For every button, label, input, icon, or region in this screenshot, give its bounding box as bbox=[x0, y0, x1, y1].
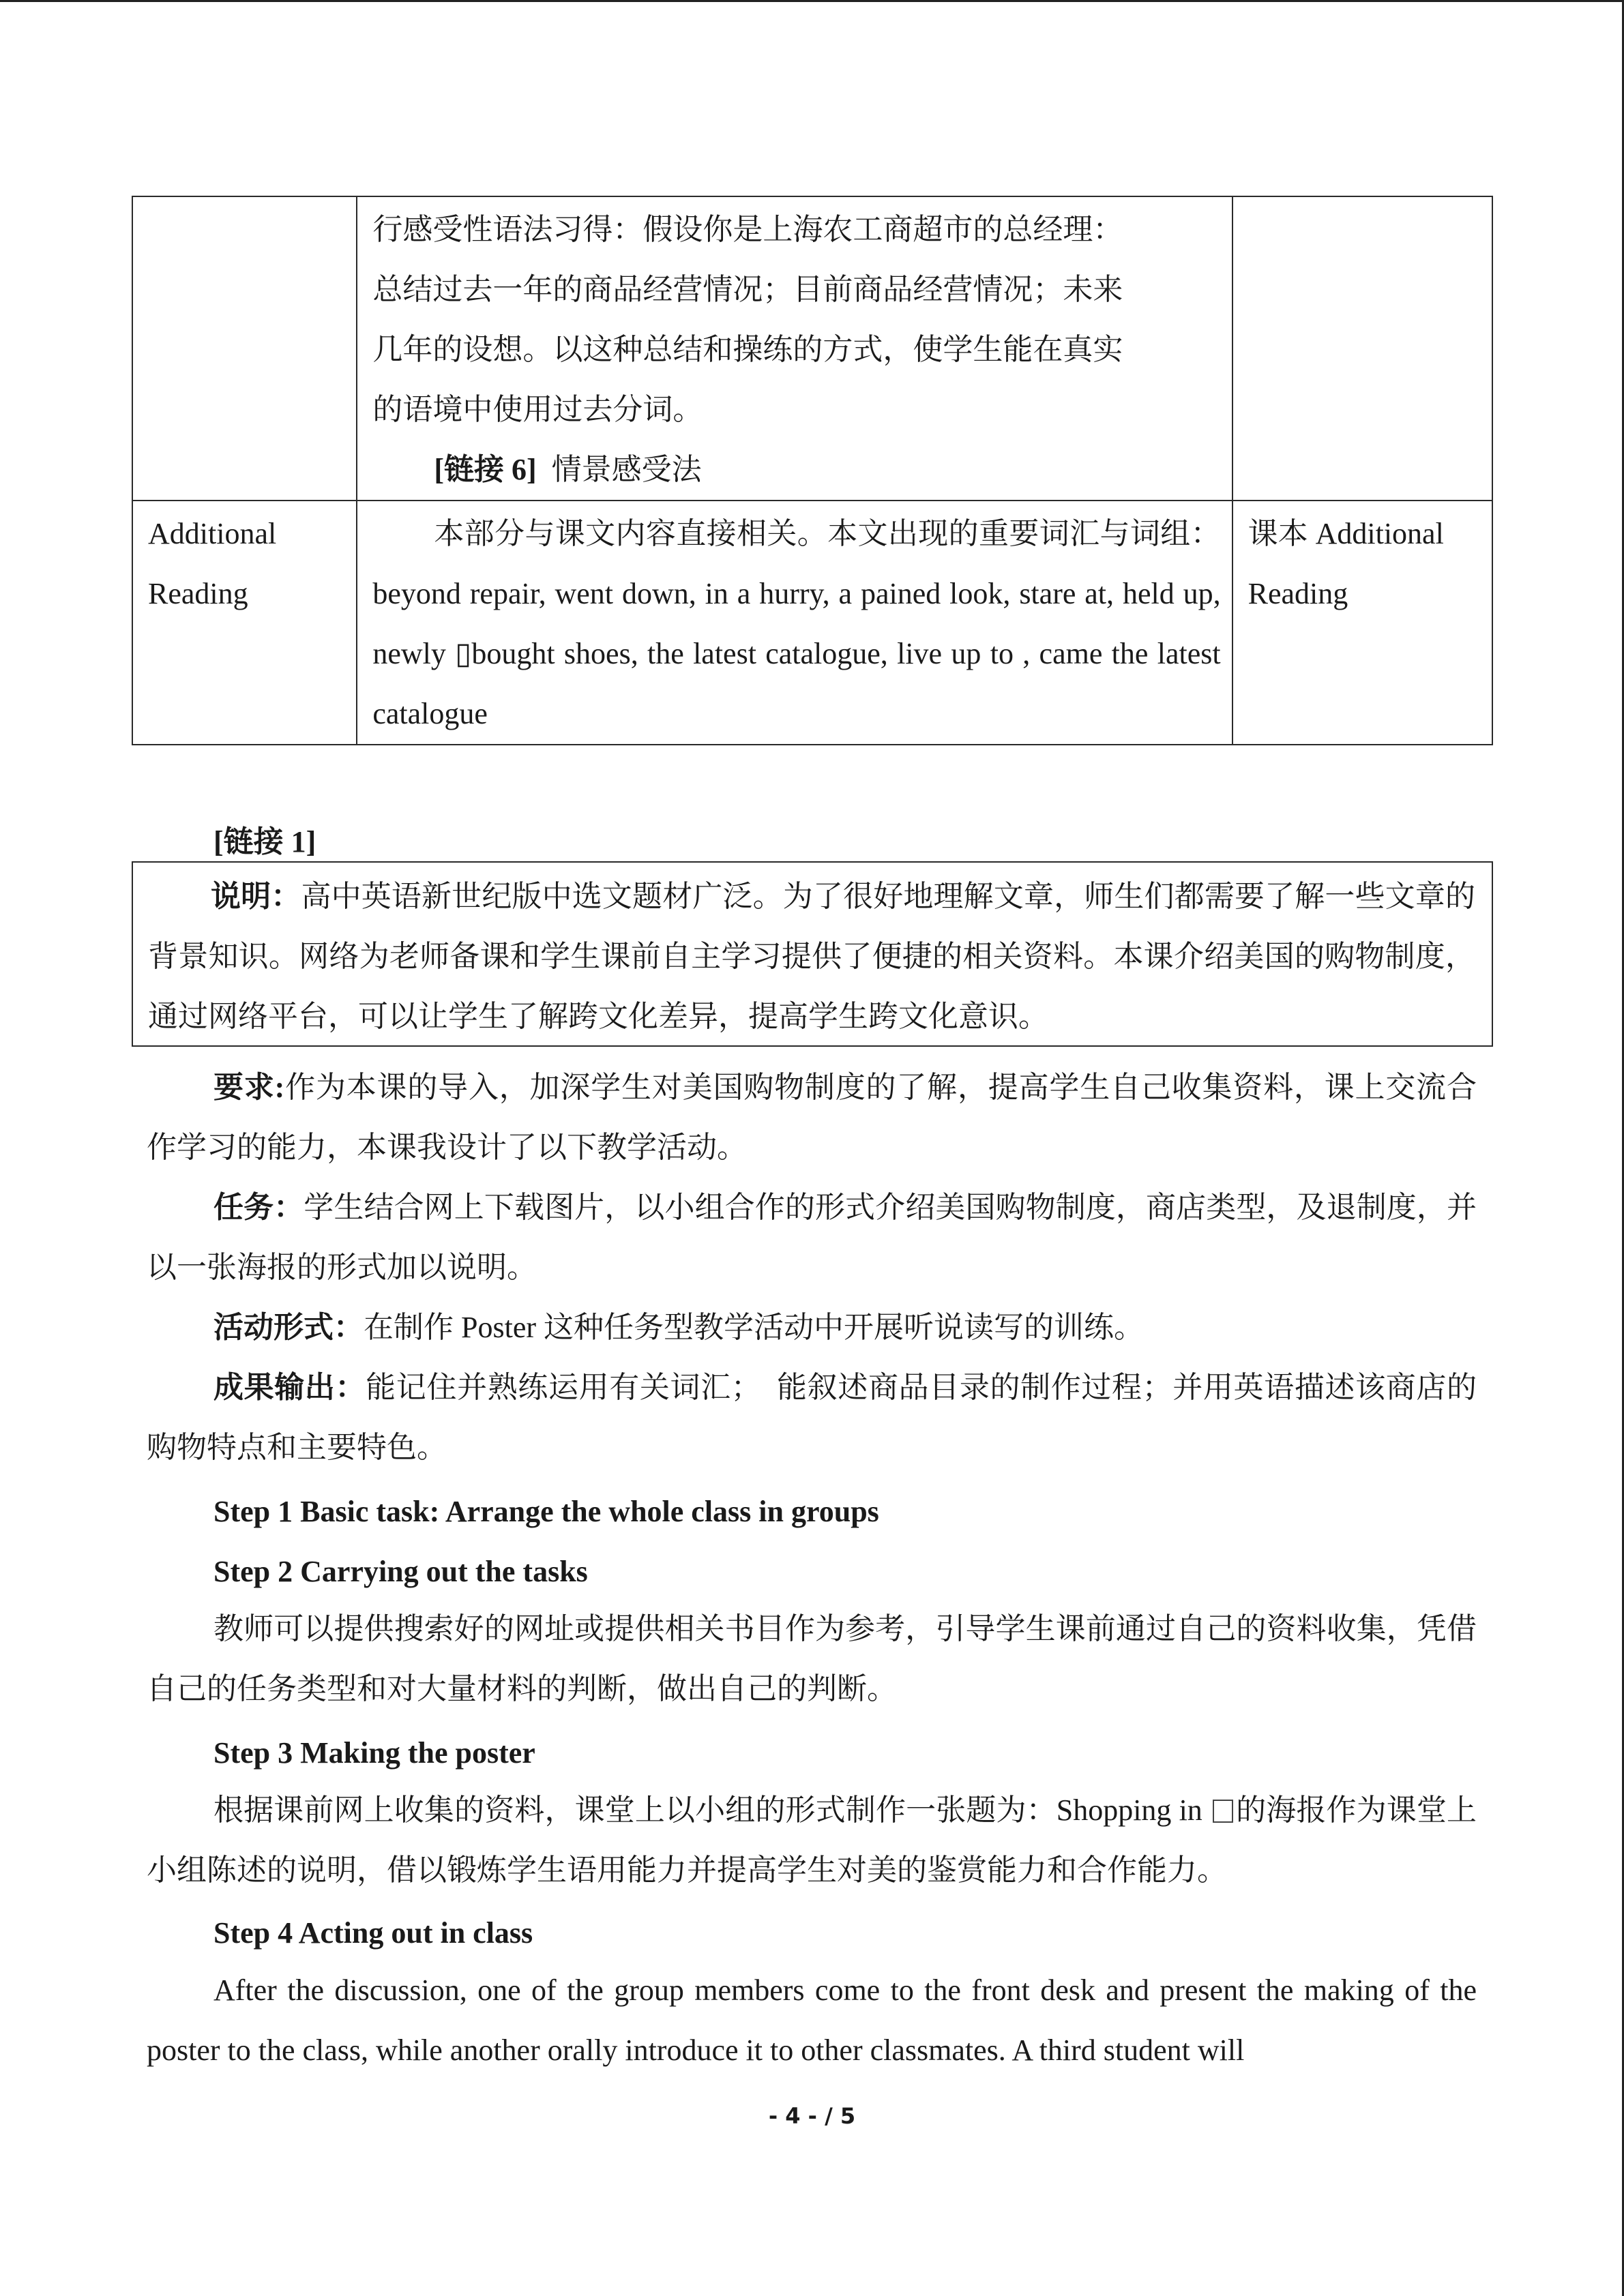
requirement-label: 要求: bbox=[213, 1071, 285, 1104]
page-top-border bbox=[0, 0, 1624, 2]
table-cell-resource bbox=[1232, 196, 1492, 501]
task-label: 任务： bbox=[213, 1191, 304, 1224]
output-text: 能记住并熟练运用有关词汇； 能叙述商品目录的制作过程；并用英语描述该商店的购物特点和主要特色。 bbox=[147, 1371, 1477, 1464]
step-4-paragraph: After the discussion, one of the group members come to the front desk and present the making of the poster to the class, while another orally introduce it to other classmates. A third student will bbox=[147, 1973, 1477, 2067]
resource-line: 课本 Additional bbox=[1247, 517, 1444, 550]
content-line: 的语境中使用过去分词。 bbox=[372, 393, 703, 426]
table-cell-label bbox=[132, 196, 357, 501]
note-label: 说明： bbox=[211, 880, 301, 913]
note-text: 高中英语新世纪版中选文题材广泛。为了很好地理解文章，师生们都需要了解一些文章的背景知识。网络为老师备课和学生课前自主学习提供了便捷的相关资料。本课介绍美国的购物制度，通过网络平台，可以让学生了解跨文化差异，提高学生跨文化意识。 bbox=[148, 880, 1476, 1033]
table-cell-label bbox=[132, 501, 357, 745]
step-3-text-end: 的海报作为课堂上小组陈述的说明，借以锻炼学生语用能力并提高学生对美的鉴赏能力和合作能力。 bbox=[147, 1793, 1477, 1887]
requirement-text: 作为本课的导入，加深学生对美国购物制度的了解，提高学生自己收集资料，课上交流合作学习的能力，本课我设计了以下教学活动。 bbox=[147, 1071, 1477, 1164]
page-number: - 4 - / 5 bbox=[768, 2103, 856, 2129]
step-2-heading: Step 2 Carrying out the tasks bbox=[213, 1555, 588, 1588]
table-cell-resource bbox=[1232, 501, 1492, 745]
step-4-heading: Step 4 Acting out in class bbox=[213, 1916, 533, 1950]
link-6-line bbox=[372, 440, 1220, 500]
activity-paragraph bbox=[147, 1298, 1477, 1358]
table-row bbox=[132, 501, 1492, 745]
lesson-plan-table bbox=[132, 196, 1493, 745]
step-2-paragraph: 教师可以提供搜索好的网址或提供相关书目作为参考，引导学生课前通过自己的资料收集，凭借自己的任务类型和对大量材料的判断，做出自己的判断。 bbox=[147, 1612, 1477, 1705]
step-3-text-start: 根据课前网上收集的资料，课堂上以小组的形式制作一张题为：Shopping in bbox=[213, 1793, 1202, 1827]
output-label: 成果输出： bbox=[213, 1371, 366, 1404]
step-3-paragraph bbox=[147, 1780, 1477, 1900]
additional-reading-text: 本部分与课文内容直接相关。本文出现的重要词汇与词组：beyond repair, went down, in a hurry, a pained look, stare at, held up, newly ▯bought shoes, the latest catalogue, live up to , came the latest catalogue bbox=[372, 517, 1221, 730]
link-6-text: 情景感受法 bbox=[551, 453, 702, 486]
resource-line: Reading bbox=[1247, 577, 1348, 610]
note-box bbox=[132, 861, 1493, 1047]
content-line: 行感受性语法习得：假设你是上海农工商超市的总经理： bbox=[372, 213, 1123, 246]
activity-label: 活动形式： bbox=[213, 1311, 364, 1344]
table-cell-content bbox=[357, 501, 1232, 745]
note-paragraph bbox=[148, 867, 1475, 1047]
task-text: 学生结合网上下载图片，以小组合作的形式介绍美国购物制度，商店类型，及退制度，并以一张海报的形式加以说明。 bbox=[147, 1191, 1477, 1284]
activity-text: 在制作 Poster 这种任务型教学活动中开展听说读写的训练。 bbox=[364, 1311, 1144, 1344]
table-row bbox=[132, 196, 1492, 501]
table-cell-content bbox=[357, 196, 1232, 501]
content-line: 总结过去一年的商品经营情况；目前商品经营情况；未来 bbox=[372, 273, 1123, 306]
link-6-label: [链接 6] bbox=[434, 453, 537, 486]
step-1-heading: Step 1 Basic task: Arrange the whole class in groups bbox=[213, 1495, 879, 1528]
output-paragraph bbox=[147, 1358, 1477, 1478]
requirement-paragraph bbox=[147, 1058, 1477, 1178]
row-label-line: Reading bbox=[148, 577, 248, 610]
content-line: 几年的设想。以这种总结和操练的方式，使学生能在真实 bbox=[372, 333, 1123, 366]
link-1-heading: [链接 1] bbox=[213, 825, 316, 859]
blank-box-icon bbox=[1213, 1800, 1233, 1823]
step-3-heading: Step 3 Making the poster bbox=[213, 1736, 535, 1770]
task-paragraph bbox=[147, 1178, 1477, 1298]
row-label-line: Additional bbox=[148, 517, 277, 550]
